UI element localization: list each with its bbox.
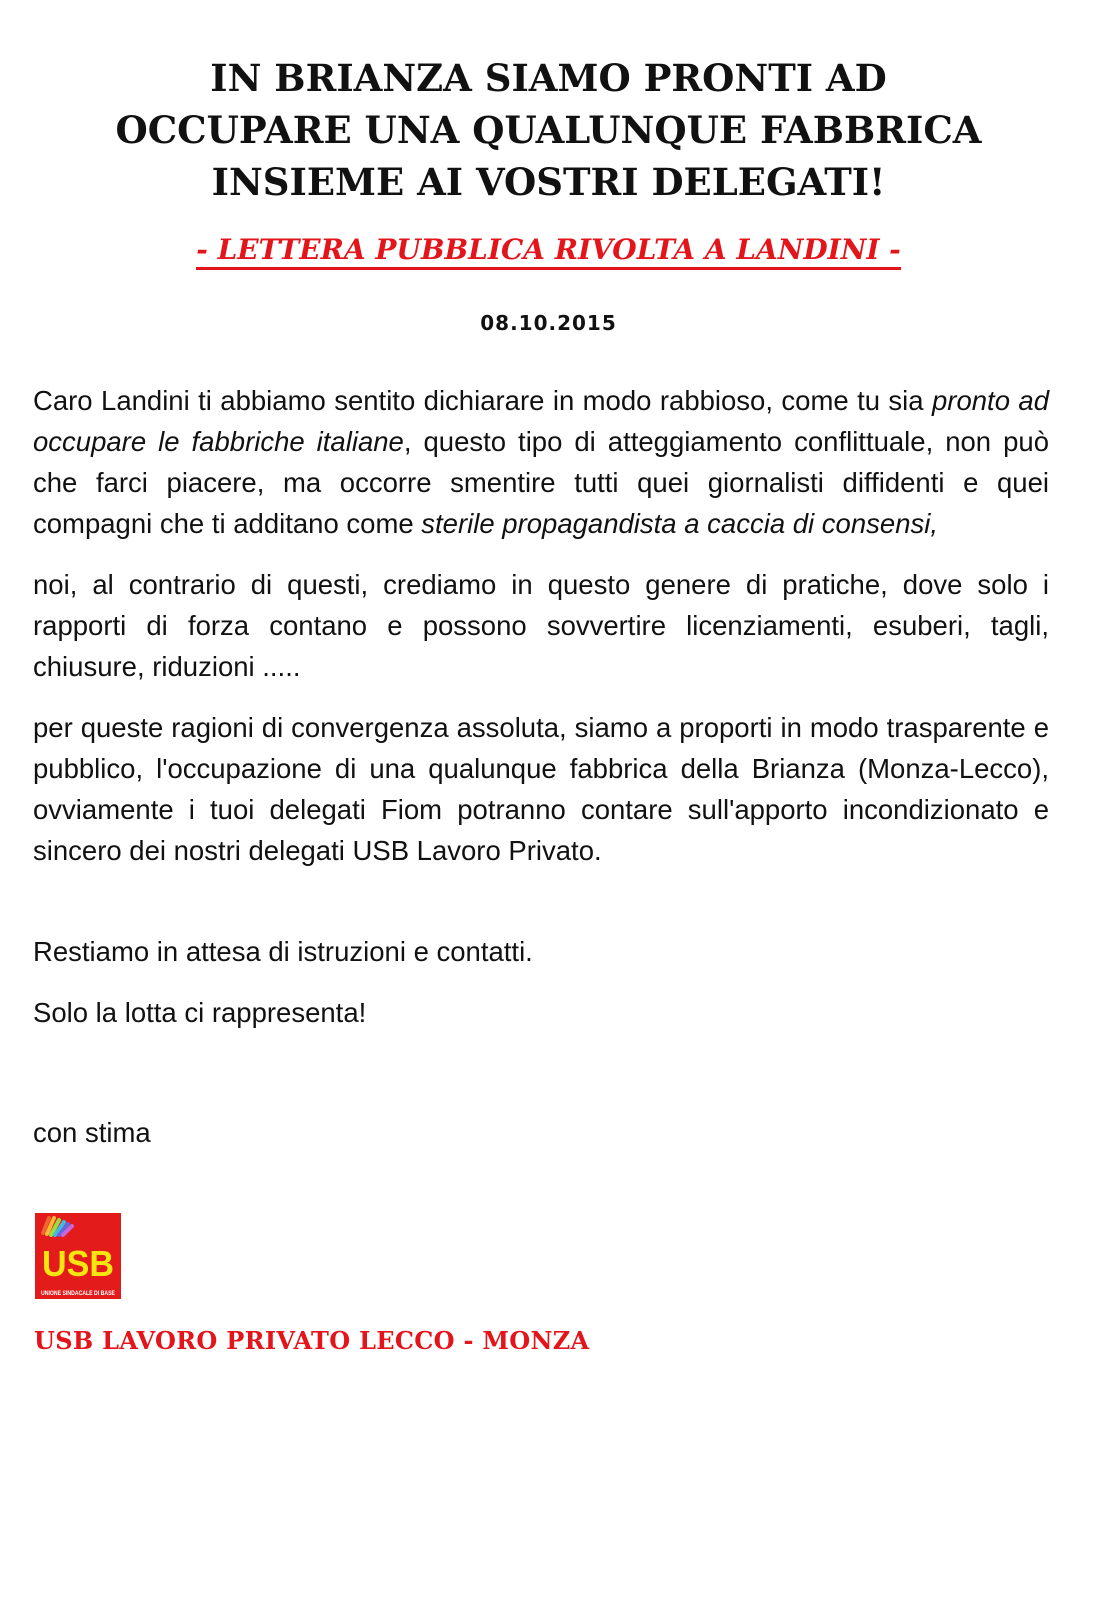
date: 08.10.2015: [480, 311, 617, 335]
paragraph: noi, al contrario di questi, crediamo in questo genere di pratiche, dove solo i rapporti di forza contano e possono sovvertire licenziamenti, esuberi, tagli, chiusure, riduzioni .....: [33, 569, 1049, 682]
headline-line: INSIEME AI VOSTRI DELEGATI!: [211, 160, 886, 204]
headline-line: OCCUPARE UNA QUALUNQUE FABBRICA: [115, 108, 982, 152]
signature-organization: USB LAVORO PRIVATO LECCO - MONZA: [34, 1326, 590, 1355]
headline-line: IN BRIANZA SIAMO PRONTI AD: [210, 56, 887, 100]
closing-line: Solo la lotta ci rappresenta!: [33, 997, 367, 1028]
svg-text:USB: USB: [42, 1243, 114, 1284]
paragraph: Caro Landini ti abbiamo sentito dichiarare in modo rabbioso, come tu sia pronto ad occupare le fabbriche italiane, questo tipo di atteggiamento conflittuale, non può che farci piacere, ma occorre smentire tutti quei giornalisti diffidenti e quei compagni che ti additano come sterile propagandista a caccia di consensi,: [33, 385, 1049, 539]
svg-text:UNIONE SINDACALE DI BASE: UNIONE SINDACALE DI BASE: [41, 1291, 115, 1297]
usb-logo: [35, 1213, 121, 1299]
subtitle: - LETTERA PUBBLICA RIVOLTA A LANDINI -: [0, 230, 1097, 270]
headline: [0, 52, 1097, 208]
rainbow-brush-icon: [35, 1213, 121, 1299]
sign-off: con stima: [33, 1117, 151, 1148]
letter-body: [33, 380, 1049, 871]
closing-line: Restiamo in attesa di istruzioni e contatti.: [33, 936, 533, 967]
paragraph: per queste ragioni di convergenza assoluta, siamo a proporti in modo trasparente e pubblico, l'occupazione di una qualunque fabbrica della Brianza (Monza-Lecco), ovviamente i tuoi delegati Fiom potranno contare sull'apporto incondizionato e sincero dei nostri delegati USB Lavoro Privato.: [33, 712, 1049, 866]
